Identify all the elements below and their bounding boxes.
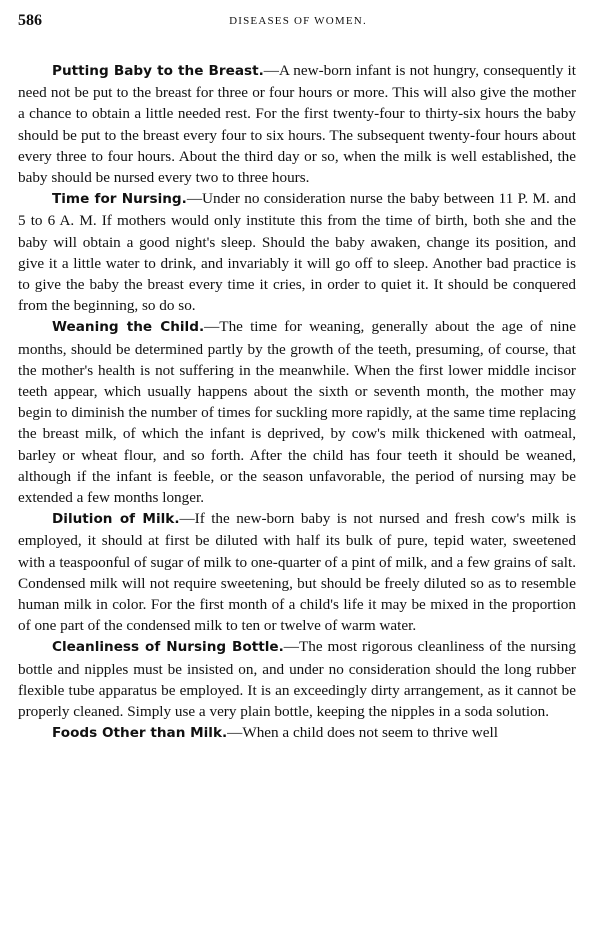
- page-header: [18, 12, 578, 34]
- paragraph-text: —The time for weaning, generally about the age of nine months, should be determined partly by the growth of the teeth, presuming, of course, that the mother's health is not suffering in the meanwhile. When the first lower middle incisor teeth appear, which usually happens about the sixth or seventh month, the mother may begin to diminish the number of times for suckling more rapidly, at the same time replacing the breast milk, of which the infant is deprived, by cow's milk thickened with oatmeal, barley or wheat flour, and so forth. After the child has four teeth it should be weaned, although if the infant is feeble, or the season unfavorable, the period of nursing may be extended a few months longer.: [18, 318, 576, 507]
- paragraph-text: —If the new-born baby is not nursed and fresh cow's milk is employed, it should at first be diluted with half its bulk of pure, tepid water, sweetened with a teaspoonful of sugar of milk to one-quarter of a pint of milk, and a few grains of salt. Condensed milk will not require sweetening, but should be freely diluted so as to resemble human milk in color. For the first month of a child's life it may be mixed in the proportion of one part of the condensed milk to ten or twelve of warm water.: [18, 510, 576, 635]
- page-number: 586: [18, 12, 42, 29]
- paragraph-weaning-the-child: [18, 316, 576, 508]
- paragraph-cleanliness-of-nursing-bottle: [18, 636, 576, 722]
- paragraph-title: Foods Other than Milk.: [52, 725, 228, 742]
- paragraph-time-for-nursing: [18, 188, 576, 316]
- paragraph-foods-other-than-milk: [18, 722, 576, 744]
- body-text: [18, 60, 576, 745]
- paragraph-title: Cleanliness of Nursing Bottle.: [52, 639, 284, 656]
- paragraph-text: —Under no consideration nurse the baby between 11 P. M. and 5 to 6 A. M. If mothers would only institute this from the time of birth, both she and the baby will obtain a good night's sleep. Should the baby awaken, change its position, and give it a little water to drink, and invariably it will go off to sleep. Another bad practice is to give the baby the breast every time it cries, in order to quiet it. It should be conquered from the beginning, so do so.: [18, 190, 576, 315]
- paragraph-putting-baby-to-breast: [18, 60, 576, 188]
- paragraph-text: —When a child does not seem to thrive well: [227, 724, 498, 742]
- paragraph-text: —The most rigorous cleanliness of the nursing bottle and nipples must be insisted on, and under no consideration should the long rubber flexible tube apparatus be employed. It is an exceedingly dirty arrangement, as it cannot be properly cleaned. Simply use a very plain bottle, keeping the nipples in a soda solution.: [18, 638, 576, 721]
- paragraph-title: Putting Baby to the Breast.: [52, 63, 264, 79]
- paragraph-title: Time for Nursing.: [52, 191, 187, 208]
- running-head: DISEASES OF WOMEN.: [229, 15, 367, 27]
- paragraph-title: Weaning the Child.: [52, 319, 205, 336]
- paragraph-text: —A new-born infant is not hungry, consequently it need not be put to the breast for three or four hours or more. This will also give the mother a chance to obtain a little needed rest. For the first twenty-four to thirty-six hours the baby should be put to the breast every four to six hours. The subsequent twenty-four hours about every three to four hours. About the third day or so, when the milk is well established, the baby should be nursed every two to three hours.: [18, 62, 576, 187]
- paragraph-title: Dilution of Milk.: [52, 511, 180, 528]
- paragraph-dilution-of-milk: [18, 508, 576, 636]
